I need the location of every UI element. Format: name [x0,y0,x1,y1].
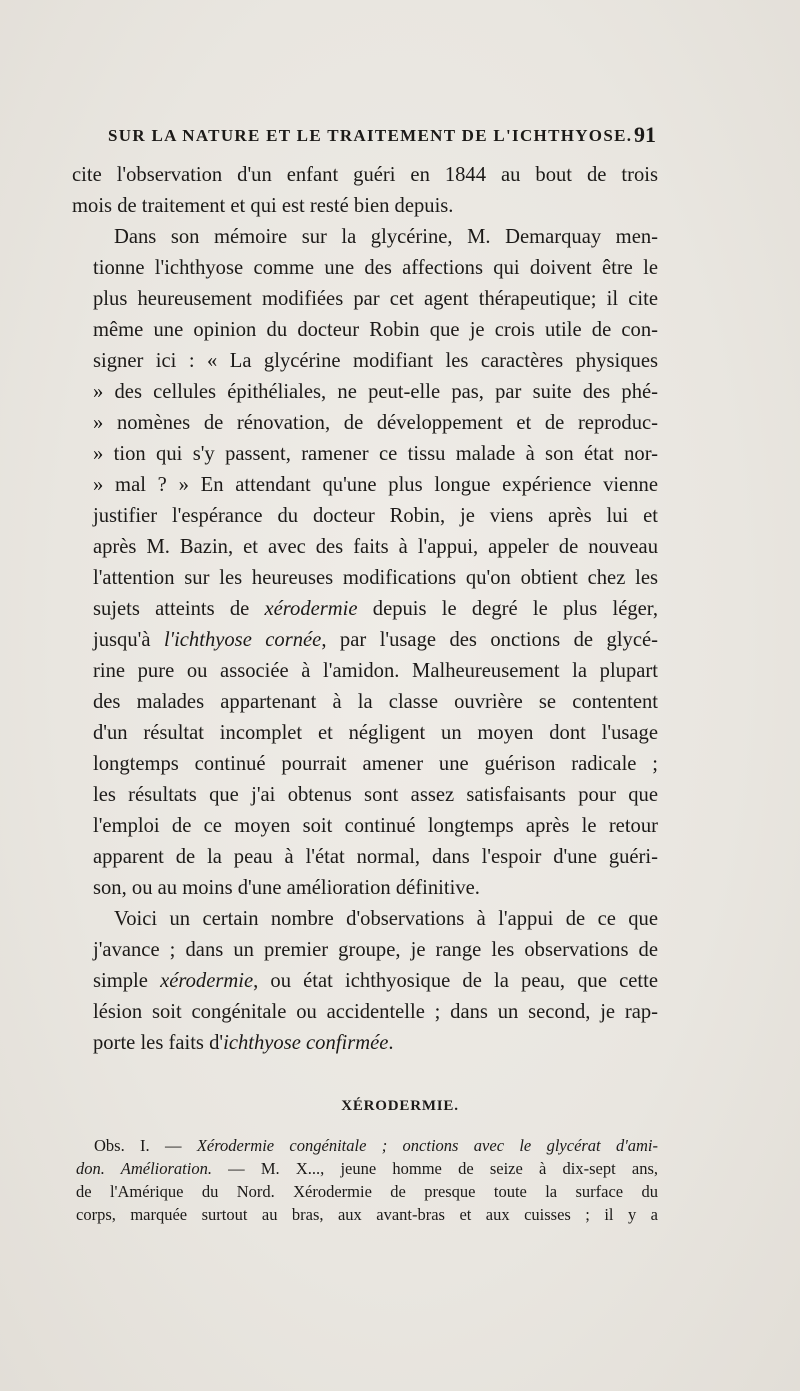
italic-term: xérodermie [160,970,254,992]
text-line: les résultats que j'ai obtenus sont assez satisfaisants pour que [93,784,658,806]
text-line: après M. Bazin, et avec des faits à l'appui, appeler de nouveau [93,536,658,558]
text-line: plus heureusement modifiées par cet agent thérapeutique; il cite [93,288,658,310]
text-run: sujets atteints de [93,598,265,620]
text-line [72,625,658,656]
text-line: j'avance ; dans un premier groupe, je range les observations de [93,939,658,961]
observation-title: Xérodermie congénitale ; onctions avec le glycérat d'ami- [196,1136,658,1155]
text-line: Voici un certain nombre d'observations à l'appui de ce que [114,908,658,930]
italic-term: ichthyose confirmée [223,1032,389,1054]
text-line: rine pure ou associée à l'amidon. Malheureusement la plupart [93,660,658,682]
text-run: — [149,1136,197,1155]
italic-term: xérodermie [264,598,358,620]
text-line: des malades appartenant à la classe ouvrière se contentent [93,691,658,713]
body-text [72,160,658,1059]
observation-label: Obs. I. [94,1136,150,1155]
text-line: son, ou au moins d'une amélioration définitive. [93,877,480,899]
text-line: signer ici : « La glycérine modifiant les caractères physiques [93,350,658,372]
text-line: l'attention sur les heureuses modifications qu'on obtient chez les [93,567,658,589]
observation-block [76,1134,658,1226]
text-run: jusqu'à [93,629,164,651]
text-line: justifier l'espérance du docteur Robin, je viens après lui et [93,505,658,527]
text-run: , par l'usage des onctions de glycé- [321,629,658,651]
italic-term: l'ichthyose cornée [163,629,322,651]
section-heading: XÉRODERMIE. [341,1098,459,1114]
page-number: 91 [634,122,656,147]
text-line [76,1157,658,1180]
paragraph-3 [72,904,658,1059]
text-line [72,1028,658,1059]
paragraph-2 [72,222,658,904]
text-line: même une opinion du docteur Robin que je crois utile de con- [93,319,658,341]
text-line: » tion qui s'y passent, ramener ce tissu malade à son état nor- [93,443,658,465]
text-line: tionne l'ichthyose comme une des affections qui doivent être le [93,257,658,279]
text-line: d'un résultat incomplet et négligent un moyen dont l'usage [93,722,658,744]
text-line: cite l'observation d'un enfant guéri en 1844 au bout de trois [72,164,658,186]
text-line: » des cellules épithéliales, ne peut-elle pas, par suite des phé- [93,381,658,403]
text-line: longtemps continué pourrait amener une guérison radicale ; [93,753,658,775]
running-title: SUR LA NATURE ET LE TRAITEMENT DE L'ICHTHYOSE. [108,126,633,145]
text-line [72,966,658,997]
text-line: lésion soit congénitale ou accidentelle ; dans un second, je rap- [93,1001,658,1023]
text-run: porte les faits d' [93,1032,224,1054]
text-line: apparent de la peau à l'état normal, dans l'espoir d'une guéri- [93,846,658,868]
text-line: de l'Amérique du Nord. Xérodermie de presque toute la surface du [76,1182,658,1201]
text-run: simple [93,970,161,992]
text-line [76,1134,658,1157]
paragraph-1 [72,160,658,222]
text-run: . [388,1032,394,1054]
text-line: l'emploi de ce moyen soit continué longtemps après le retour [93,815,658,837]
text-line: corps, marquée surtout au bras, aux avant-bras et aux cuisses ; il y a [76,1205,658,1224]
text-line: » nomènes de rénovation, de développement et de reproduc- [93,412,658,434]
text-line: Dans son mémoire sur la glycérine, M. Demarquay men- [114,226,658,248]
text-run: , ou état ichthyosique de la peau, que cette [253,970,658,992]
observation-title: don. Amélioration. [76,1159,212,1178]
text-line: » mal ? » En attendant qu'une plus longue expérience vienne [93,474,658,496]
running-header [108,124,656,154]
text-run: depuis le degré le plus léger, [357,598,658,620]
text-line [72,594,658,625]
text-line: mois de traitement et qui est resté bien depuis. [72,195,454,217]
text-run: — M. X..., jeune homme de seize à dix-sept ans, [211,1159,659,1178]
